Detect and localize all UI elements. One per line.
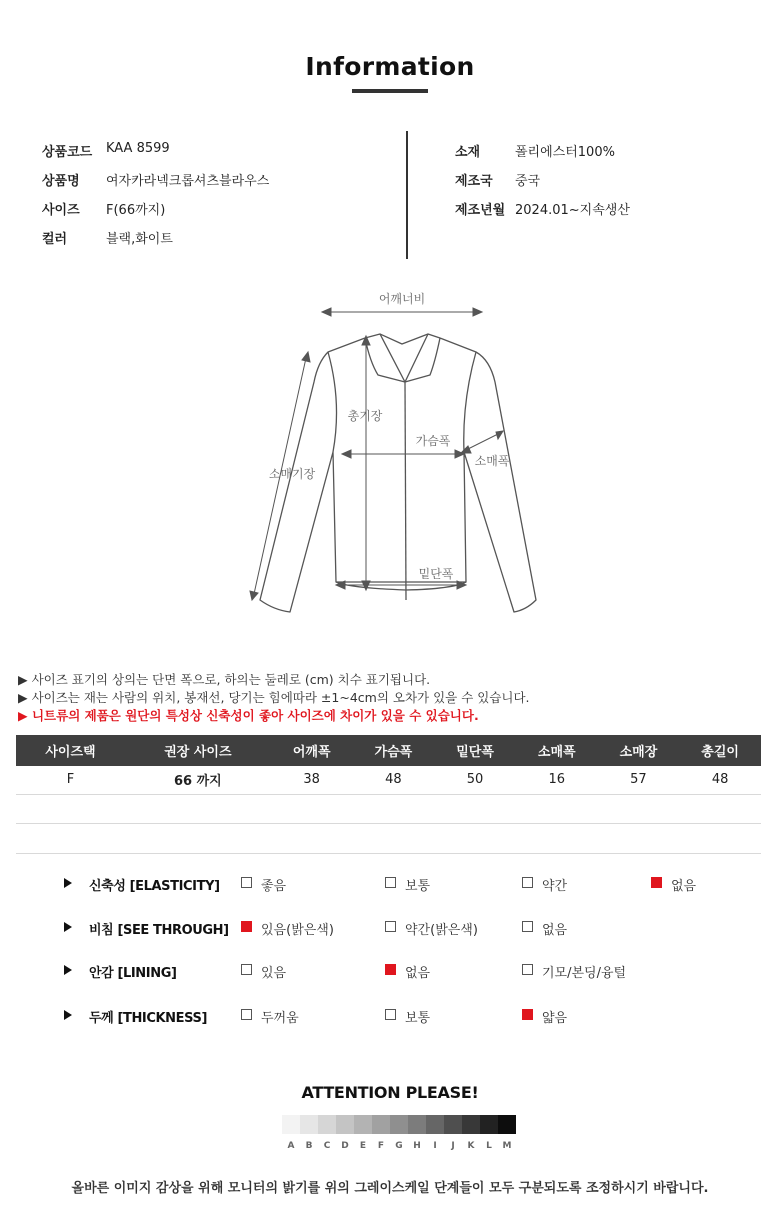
info-value: 폴리에스터100% xyxy=(515,145,615,160)
feature-label: 두께 [THICKNESS] xyxy=(89,1011,208,1026)
grayscale-swatch xyxy=(480,1115,498,1134)
table-cell: 48 xyxy=(679,766,761,794)
grayscale-label: K xyxy=(467,1141,475,1151)
grayscale-swatch xyxy=(282,1115,300,1134)
grayscale-swatch xyxy=(354,1115,372,1134)
info-divider xyxy=(406,131,408,259)
col-header: 소매폭 xyxy=(516,735,598,766)
option-label: 좋음 xyxy=(261,879,287,894)
table-cell: 50 xyxy=(434,766,516,794)
grayscale-bar xyxy=(282,1115,516,1134)
info-value: F(66까지) xyxy=(106,203,166,218)
grayscale-swatch xyxy=(300,1115,318,1134)
feature-row-elasticity xyxy=(0,874,780,894)
info-label: 컬러 xyxy=(42,232,68,247)
label-hem: 밑단폭 xyxy=(418,567,454,581)
feature-label: 신축성 [ELASTICITY] xyxy=(89,879,220,894)
option-label: 보통 xyxy=(405,1011,431,1026)
grayscale-labels xyxy=(282,1141,516,1151)
option-label: 없음 xyxy=(542,923,568,938)
title-underline xyxy=(352,89,428,93)
checkbox-checked xyxy=(651,877,662,888)
grayscale-label: H xyxy=(413,1141,421,1151)
checkbox xyxy=(385,921,396,932)
label-sleeve-width: 소매폭 xyxy=(474,454,510,468)
grayscale-swatch xyxy=(426,1115,444,1134)
info-label: 상품명 xyxy=(42,174,80,189)
feature-label: 비침 [SEE THROUGH] xyxy=(89,923,229,938)
label-chest: 가슴폭 xyxy=(415,434,451,448)
note-item-warning: ▶ 니트류의 제품은 원단의 특성상 신축성이 좋아 사이즈에 차이가 있을 수 있습니다. xyxy=(18,708,479,723)
option-label: 두꺼움 xyxy=(261,1011,299,1026)
grayscale-swatch xyxy=(444,1115,462,1134)
grayscale-label: L xyxy=(486,1141,492,1151)
attention-heading: ATTENTION PLEASE! xyxy=(301,1083,479,1102)
monitor-note: 올바른 이미지 감상을 위해 모니터의 밝기를 위의 그레이스케일 단계들이 모두 구분되도록 조정하시기 바랍니다. xyxy=(71,1181,709,1196)
info-label: 제조년월 xyxy=(455,203,506,218)
feature-row-thickness xyxy=(0,1006,780,1026)
col-header: 소매장 xyxy=(598,735,680,766)
info-value: 중국 xyxy=(515,174,541,189)
shirt-illustration xyxy=(230,282,550,632)
option-label: 있음(밝은색) xyxy=(261,923,334,938)
grayscale-label: A xyxy=(287,1141,295,1151)
table-divider xyxy=(16,823,761,824)
grayscale-label: D xyxy=(341,1141,349,1151)
checkbox xyxy=(522,921,533,932)
grayscale-swatch xyxy=(390,1115,408,1134)
col-header: 밑단폭 xyxy=(434,735,516,766)
option-label: 얇음 xyxy=(542,1011,568,1026)
col-header: 어깨폭 xyxy=(271,735,353,766)
size-table xyxy=(16,735,761,795)
grayscale-swatch xyxy=(336,1115,354,1134)
table-row xyxy=(16,766,761,794)
option-label: 약간 xyxy=(542,879,568,894)
garment-diagram xyxy=(230,282,550,632)
grayscale-label: M xyxy=(502,1141,512,1151)
table-cell: 48 xyxy=(353,766,435,794)
col-header: 사이즈택 xyxy=(16,735,125,766)
grayscale-swatch xyxy=(462,1115,480,1134)
label-shoulder: 어깨너비 xyxy=(378,292,426,306)
checkbox xyxy=(241,1009,252,1020)
grayscale-label: J xyxy=(451,1141,455,1151)
label-sleeve-length: 소매기장 xyxy=(268,467,316,481)
grayscale-label: I xyxy=(433,1141,437,1151)
table-cell: 57 xyxy=(598,766,680,794)
grayscale-label: F xyxy=(377,1141,385,1151)
col-header: 가슴폭 xyxy=(353,735,435,766)
grayscale-label: B xyxy=(305,1141,313,1151)
checkbox-checked xyxy=(241,921,252,932)
checkbox xyxy=(522,877,533,888)
option-label: 보통 xyxy=(405,879,431,894)
checkbox xyxy=(241,877,252,888)
table-cell: 38 xyxy=(271,766,353,794)
feature-row-see-through xyxy=(0,918,780,938)
info-value: 2024.01~지속생산 xyxy=(515,203,630,218)
triangle-right-icon xyxy=(64,1010,72,1020)
table-divider xyxy=(16,853,761,854)
checkbox-checked xyxy=(385,964,396,975)
grayscale-label: C xyxy=(323,1141,331,1151)
label-length: 총기장 xyxy=(347,409,383,423)
table-cell: 16 xyxy=(516,766,598,794)
col-header: 권장 사이즈 xyxy=(125,735,271,766)
option-label: 없음 xyxy=(671,879,697,894)
triangle-right-icon xyxy=(64,965,72,975)
grayscale-swatch xyxy=(498,1115,516,1134)
note-item: ▶ 사이즈는 재는 사람의 위치, 봉재선, 당기는 힘에따라 ±1~4cm의 오차가 있을 수 있습니다. xyxy=(18,690,530,705)
table-cell: F xyxy=(16,766,125,794)
info-label: 소재 xyxy=(455,145,481,160)
checkbox xyxy=(522,964,533,975)
option-label: 기모/본딩/융털 xyxy=(542,966,627,981)
triangle-right-icon xyxy=(64,922,72,932)
feature-label: 안감 [LINING] xyxy=(89,966,177,981)
size-notes xyxy=(18,671,530,725)
triangle-right-icon xyxy=(64,878,72,888)
info-value: 블랙,화이트 xyxy=(106,232,173,247)
page-title: Information xyxy=(305,52,475,81)
checkbox xyxy=(385,1009,396,1020)
feature-row-lining xyxy=(0,961,780,981)
grayscale-swatch xyxy=(318,1115,336,1134)
grayscale-swatch xyxy=(408,1115,426,1134)
option-label: 있음 xyxy=(261,966,287,981)
table-cell: 66 까지 xyxy=(125,766,271,794)
grayscale-swatch xyxy=(372,1115,390,1134)
option-label: 약간(밝은색) xyxy=(405,923,478,938)
grayscale-label: G xyxy=(395,1141,403,1151)
table-header-row xyxy=(16,735,761,766)
grayscale-label: E xyxy=(359,1141,367,1151)
checkbox xyxy=(385,877,396,888)
info-label: 상품코드 xyxy=(42,145,93,160)
info-value: 여자카라넥크롭셔츠블라우스 xyxy=(106,174,270,189)
checkbox-checked xyxy=(522,1009,533,1020)
checkbox xyxy=(241,964,252,975)
note-item: ▶ 사이즈 표기의 상의는 단면 폭으로, 하의는 둘레로 (cm) 치수 표기됩니다. xyxy=(18,672,431,687)
col-header: 총길이 xyxy=(679,735,761,766)
info-label: 사이즈 xyxy=(42,203,80,218)
info-value: KAA 8599 xyxy=(106,141,170,156)
info-label: 제조국 xyxy=(455,174,493,189)
option-label: 없음 xyxy=(405,966,431,981)
